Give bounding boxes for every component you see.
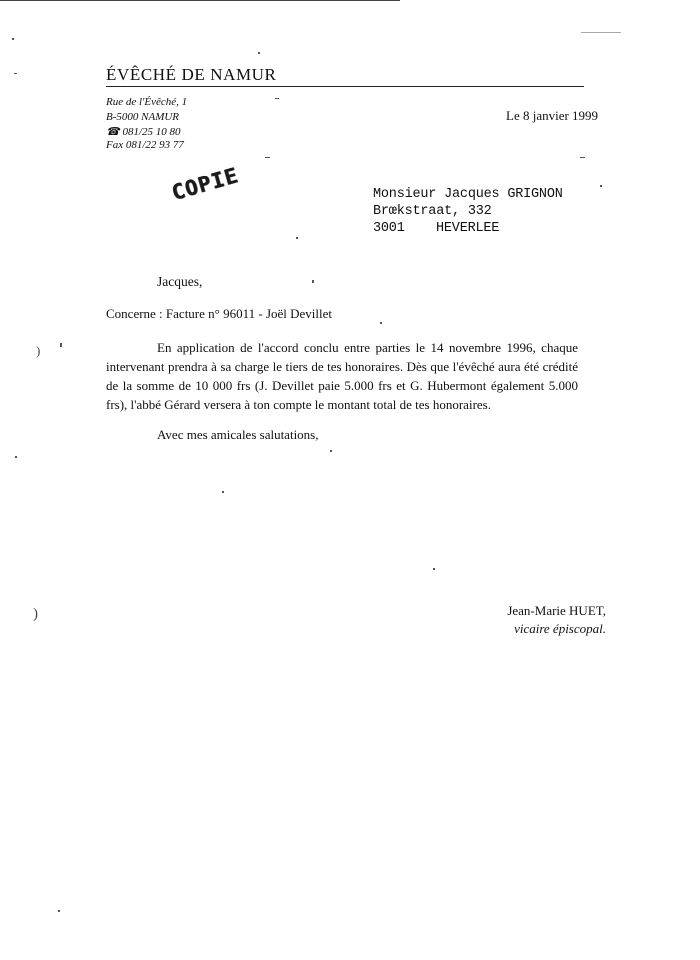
recipient-name: Monsieur Jacques GRIGNON bbox=[373, 187, 563, 202]
margin-mark: ) bbox=[36, 343, 41, 358]
copie-stamp: COPIE bbox=[169, 163, 242, 205]
scan-speck bbox=[580, 157, 585, 158]
address-city: B-5000 NAMUR bbox=[106, 111, 180, 123]
salutation: Jacques, bbox=[157, 274, 203, 289]
signature-name: Jean-Marie HUET, bbox=[507, 603, 606, 618]
subject-line: Concerne : Facture n° 96011 - Joël Devillet bbox=[106, 306, 333, 321]
scan-speck bbox=[60, 343, 62, 347]
signature-title: vicaire épiscopal. bbox=[514, 621, 606, 636]
scan-speck bbox=[380, 322, 382, 324]
scan-speck bbox=[433, 568, 435, 570]
scan-speck bbox=[12, 38, 14, 40]
recipient-street: Brœkstraat, 332 bbox=[373, 204, 492, 219]
scan-speck bbox=[312, 280, 314, 283]
margin-mark: ) bbox=[33, 606, 38, 622]
scan-speck bbox=[330, 450, 332, 452]
scan-speck bbox=[265, 157, 270, 158]
letterhead-title: ÉVÊCHÉ DE NAMUR bbox=[106, 65, 277, 84]
letter-date: Le 8 janvier 1999 bbox=[506, 108, 599, 123]
scan-speck bbox=[600, 185, 602, 187]
closing-line: Avec mes amicales salutations, bbox=[157, 427, 319, 442]
scan-speck bbox=[296, 237, 298, 239]
scan-speck bbox=[222, 491, 224, 493]
scan-speck bbox=[581, 32, 621, 33]
scan-speck bbox=[15, 456, 17, 458]
recipient-postcode: 3001 bbox=[373, 221, 405, 236]
address-phone: ☎ 081/25 10 80 bbox=[106, 126, 181, 138]
address-street: Rue de l'Évêché, 1 bbox=[106, 96, 188, 108]
body-paragraph: En application de l'accord conclu entre parties le 14 novembre 1996, chaque intervenant prendra à sa charge le tiers de tes honoraires. Dès que l'évêché aura été crédité de la somme de 10 000 frs (J. Devillet paie 5.000 frs et G. Hubermont également 5.000 frs), l'abbé Gérard versera à ton compte le montant total de tes honoraires. bbox=[106, 340, 578, 412]
scan-speck bbox=[14, 73, 17, 74]
scan-speck bbox=[58, 910, 60, 912]
recipient-city: HEVERLEE bbox=[436, 221, 500, 236]
letterhead-rule bbox=[106, 86, 584, 87]
scan-edge-line bbox=[0, 0, 400, 1]
address-fax: Fax 081/22 93 77 bbox=[106, 139, 184, 151]
scan-speck bbox=[258, 52, 260, 54]
scan-speck bbox=[275, 98, 279, 99]
